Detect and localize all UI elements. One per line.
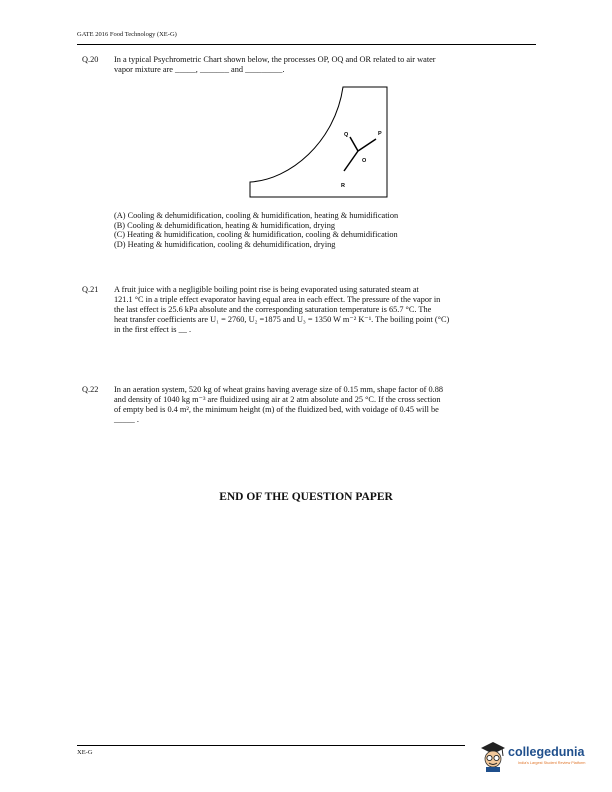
- q21-line-4: heat transfer coefficients are U₁ = 2760, U₂ =1875 and U₃ = 1350 W m⁻² K⁻¹. The boiling point (°C): [114, 315, 450, 324]
- page-header-title: GATE 2016 Food Technology (XE-G): [77, 31, 177, 38]
- q22-number: Q.22: [82, 385, 99, 394]
- collegedunia-logo: [478, 739, 598, 779]
- q20-option-c: (C) Heating & humidification, cooling & humidification, cooling & dehumidification: [114, 230, 398, 240]
- q22-line-3: of empty bed is 0.4 m², the minimum height (m) of the fluidized bed, with voidage of 0.45 will be: [114, 405, 439, 414]
- q21-number: Q.21: [82, 285, 99, 294]
- process-line-oq: [350, 137, 358, 151]
- footer-rule: [77, 745, 465, 746]
- logo-tagline: India's Largest Student Review Platform: [518, 761, 586, 765]
- chart-outline: [250, 87, 387, 197]
- q20-option-d: (D) Heating & humidification, cooling & dehumidification, drying: [114, 240, 336, 250]
- q20-number: Q.20: [82, 55, 99, 64]
- label-r: R: [341, 183, 345, 189]
- q21-line-1: A fruit juice with a negligible boiling point rise is being evaporated using saturated steam at: [114, 285, 419, 294]
- mascot-icon: [478, 739, 508, 773]
- label-o: O: [362, 158, 367, 164]
- q20-option-a: (A) Cooling & dehumidification, cooling & humidification, heating & humidification: [114, 211, 399, 220]
- q20-option-b: (B) Cooling & dehumidification, heating & humidification, drying: [114, 220, 335, 230]
- q21-text: [114, 285, 534, 335]
- process-line-or: [344, 151, 358, 171]
- end-of-paper-text: END OF THE QUESTION PAPER: [219, 491, 393, 503]
- footer-code: XE-G: [77, 749, 93, 756]
- q22-line-4: _____ .: [114, 415, 139, 424]
- q22-line-2: and density of 1040 kg m⁻³ are fluidized using air at 2 atm absolute and 25 °C. If the cross section: [114, 395, 441, 404]
- psychrometric-chart-diagram: [240, 82, 390, 200]
- q20-line-2: vapor mixture are _____, _______ and _________.: [114, 65, 285, 74]
- q20-line-1: In a typical Psychrometric Chart shown below, the processes OP, OQ and OR related to air water: [114, 55, 436, 64]
- label-p: P: [378, 131, 382, 137]
- label-q: Q: [344, 132, 349, 138]
- logo-name: collegedunia: [508, 745, 585, 759]
- q21-line-3: the last effect is 25.6 kPa absolute and the corresponding saturation temperature is 65.7 °C. The: [114, 305, 432, 314]
- q20-text: [114, 55, 534, 75]
- q21-line-5: in the first effect is __ .: [114, 325, 192, 334]
- q22-text: [114, 385, 534, 425]
- q22-line-1: In an aeration system, 520 kg of wheat grains having average size of 0.15 mm, shape factor of 0.88: [114, 385, 444, 394]
- process-line-op: [358, 139, 376, 151]
- header-rule: [77, 44, 536, 45]
- q21-line-2: 121.1 °C in a triple effect evaporator having equal area in each effect. The pressure of the vapor in: [114, 295, 441, 304]
- q20-options: [114, 211, 534, 250]
